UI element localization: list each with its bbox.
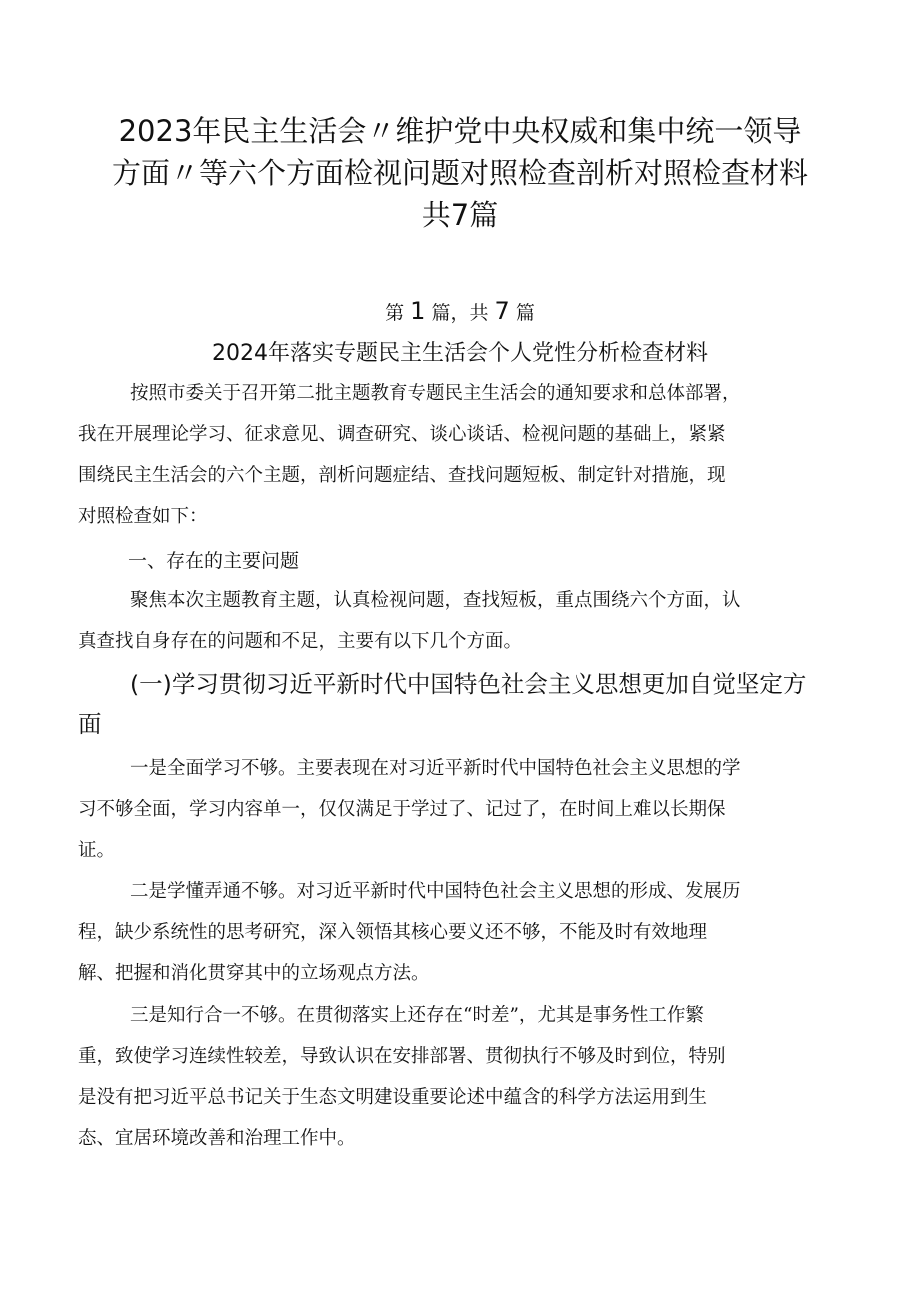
part-indicator bbox=[0, 296, 920, 328]
document-title-line: 方面〃等六个方面检视问题对照检查剖析对照检查材料 bbox=[111, 156, 808, 190]
paragraph-line: 是没有把习近平总书记关于生态文明建设重要论述中蕴含的科学方法运用到生 bbox=[78, 1087, 708, 1108]
sub-heading bbox=[78, 664, 868, 744]
paragraph-line: 习不够全面，学习内容单一，仅仅满足于学过了、记过了，在时间上难以长期保 bbox=[78, 799, 726, 820]
part-current-number: 1 bbox=[410, 297, 426, 325]
intro-line: 按照市委关于召开第二批主题教育专题民主生活会的通知要求和总体部署， bbox=[130, 383, 741, 404]
intro-paragraph bbox=[78, 373, 852, 537]
sub-heading-line: (一)学习贯彻习近平新时代中国特色社会主义思想更加自觉坚定方 bbox=[130, 670, 807, 698]
intro-line: 围绕民主生活会的六个主题，剖析问题症结、查找问题短板、制定针对措施，现 bbox=[78, 465, 726, 486]
part-middle: 篇，共 bbox=[431, 302, 489, 324]
paragraph-line: 程，缺少系统性的思考研究，深入领悟其核心要义还不够，不能及时有效地理 bbox=[78, 922, 708, 943]
paragraph-full-study bbox=[78, 748, 852, 871]
document-title-line: 共7篇 bbox=[421, 198, 499, 232]
intro-line: 我在开展理论学习、征求意见、调查研究、谈心谈话、检视问题的基础上，紧紧 bbox=[78, 424, 726, 445]
document-title-line: 2023年民主生活会〃维护党中央权威和集中统一领导 bbox=[118, 114, 802, 148]
part-total-number: 7 bbox=[494, 297, 510, 325]
section-intro-line: 聚焦本次主题教育主题，认真检视问题，查找短板，重点围绕六个方面，认 bbox=[130, 590, 741, 611]
document-title bbox=[60, 110, 860, 236]
intro-line: 对照检查如下： bbox=[78, 506, 208, 527]
paragraph-line: 重，致使学习连续性较差，导致认识在安排部署、贯彻执行不够及时到位，特别 bbox=[78, 1046, 726, 1067]
paragraph-line: 态、宜居环境改善和治理工作中。 bbox=[78, 1128, 356, 1149]
part-suffix: 篇 bbox=[515, 302, 535, 324]
part-prefix: 第 bbox=[385, 302, 405, 324]
paragraph-knowledge-action bbox=[78, 995, 852, 1159]
paragraph-line: 一是全面学习不够。主要表现在对习近平新时代中国特色社会主义思想的学 bbox=[130, 758, 741, 779]
sub-heading-line: 面 bbox=[78, 710, 102, 738]
section-heading: 一、存在的主要问题 bbox=[128, 550, 300, 572]
paragraph-understanding bbox=[78, 871, 852, 994]
paragraph-line: 解、把握和消化贯穿其中的立场观点方法。 bbox=[78, 963, 430, 984]
section-intro-paragraph bbox=[78, 580, 852, 662]
paragraph-line: 证。 bbox=[78, 840, 116, 861]
paragraph-line: 三是知行合一不够。在贯彻落实上还存在“时差”，尤其是事务性工作繁 bbox=[130, 1005, 704, 1026]
article-title: 2024年落实专题民主生活会个人党性分析检查材料 bbox=[212, 341, 708, 366]
section-intro-line: 真查找自身存在的问题和不足，主要有以下几个方面。 bbox=[78, 631, 523, 652]
paragraph-line: 二是学懂弄通不够。对习近平新时代中国特色社会主义思想的形成、发展历 bbox=[130, 881, 741, 902]
